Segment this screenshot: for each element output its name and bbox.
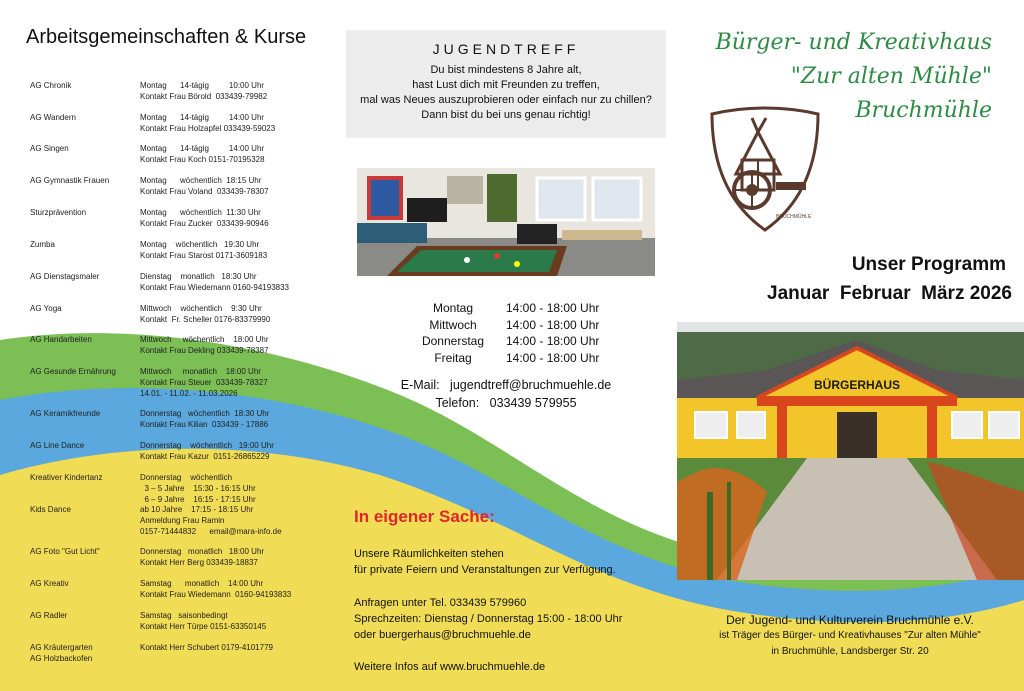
hours-time: 14:00 - 18:00 Uhr bbox=[506, 301, 600, 315]
program-heading bbox=[740, 250, 1012, 308]
course-name: Sturzprävention bbox=[30, 208, 87, 217]
own-matter-line: oder buergerhaus@bruchmuehle.de bbox=[354, 629, 531, 641]
hours-row bbox=[400, 300, 616, 317]
course-name: AG Wandern bbox=[30, 113, 76, 122]
mill-crest-icon bbox=[706, 104, 824, 234]
verein-address: in Bruchmühle, Landsberger Str. 20 bbox=[771, 646, 929, 657]
course-schedule: Dienstag monatlich 18:30 Uhr Kontakt Frau Wiedemann 0160-94193833 bbox=[140, 272, 289, 292]
course-name: AG Foto "Gut Licht" bbox=[30, 547, 100, 556]
jugendtreff-box bbox=[346, 30, 666, 138]
course-name: AG Keramikfreunde bbox=[30, 409, 101, 418]
jugendtreff-line: Dann bist du bei uns genau richtig! bbox=[421, 109, 591, 121]
opening-hours bbox=[400, 300, 616, 366]
verein-role: ist Träger des Bürger- und Kreativhauses "Zur alten Mühle" bbox=[719, 630, 981, 641]
own-matter-line: Unsere Räumlichkeiten stehen bbox=[354, 548, 504, 560]
course-schedule: Montag wöchentlich 19:30 Uhr Kontakt Frau Starost 0171-3609183 bbox=[140, 240, 268, 260]
hours-row bbox=[400, 333, 616, 350]
course-name: AG Radler bbox=[30, 611, 68, 620]
youth-room-photo bbox=[357, 168, 655, 276]
brand-line: Bruchmühle bbox=[855, 98, 992, 123]
hours-time: 14:00 - 18:00 Uhr bbox=[506, 350, 600, 365]
course-schedule: Donnerstag monatlich 18:00 Uhr Kontakt Herr Berg 033439-18837 bbox=[140, 547, 265, 567]
course-schedule: Donnerstag wöchentlich 18:30 Uhr Kontakt Frau Kilian 033439 - 17886 bbox=[140, 409, 270, 429]
program-title: Unser Programm bbox=[851, 254, 1006, 275]
course-name: AG Yoga bbox=[30, 304, 62, 313]
hours-row bbox=[400, 317, 616, 334]
course-name: AG Kräutergarten AG Holzbackofen bbox=[30, 643, 93, 663]
jugendtreff-line: mal was Neues auszuprobieren oder einfach nur zu chillen? bbox=[360, 94, 652, 106]
hours-day: Montag bbox=[432, 301, 474, 315]
course-name: AG Singen bbox=[30, 144, 69, 153]
hours-day: Donnerstag bbox=[421, 334, 485, 348]
own-matter-line: Weitere Infos auf www.bruchmuehle.de bbox=[354, 661, 546, 674]
course-schedule: Samstag monatlich 14:00 Uhr Kontakt Frau Wiedemann 0160-94193833 bbox=[140, 579, 292, 599]
own-matter-line: Sprechzeiten: Dienstag / Donnerstag 15:00 - 18:00 Uhr bbox=[354, 612, 623, 625]
course-schedule: Kontakt Herr Schubert 0179-4101779 bbox=[140, 643, 273, 652]
course-schedule: Montag 14-tägig 10:00 Uhr Kontakt Frau Börold 033439-79982 bbox=[140, 81, 268, 101]
course-schedule: Montag 14-tägig 14:00 Uhr Kontakt Frau Holzapfel 033439-59023 bbox=[140, 113, 276, 133]
course-name: AG Line Dance bbox=[30, 441, 85, 450]
course-name: AG Gesunde Ernährung bbox=[30, 367, 116, 376]
verein-name: Der Jugend- und Kulturverein Bruchmühle e.V. bbox=[726, 613, 974, 627]
course-schedule: ab 10 Jahre 17:15 - 18:15 Uhr Anmeldung Frau Ramin 0157-71444832 email@mara-info.de bbox=[140, 505, 282, 536]
course-schedule: Montag 14-tägig 14:00 Uhr Kontakt Frau Koch 0151-70195328 bbox=[140, 144, 265, 164]
jugendtreff-phone: Telefon: 033439 579955 bbox=[435, 396, 577, 410]
hours-row bbox=[400, 350, 616, 367]
hours-time: 14:00 - 18:00 Uhr bbox=[506, 317, 600, 332]
own-matter-text bbox=[354, 546, 622, 676]
jugendtreff-line: Du bist mindestens 8 Jahre alt, bbox=[430, 64, 582, 76]
hours-time: 14:00 - 18:00 Uhr bbox=[506, 334, 600, 348]
own-matter-heading: In eigener Sache: bbox=[354, 507, 495, 526]
jugendtreff-title: JUGENDTREFF bbox=[432, 41, 580, 57]
course-schedule: Donnerstag wöchentlich 3 – 5 Jahre 15:30 - 16:15 Uhr 6 – 9 Jahre 16:15 - 17:15 Uhr bbox=[140, 473, 256, 504]
hours-day: Mittwoch bbox=[429, 317, 477, 332]
house-sign: BÜRGERHAUS bbox=[813, 378, 901, 392]
course-name: Kreativer Kindertanz bbox=[30, 473, 103, 482]
jugendtreff-email[interactable]: E-Mail: jugendtreff@bruchmuehle.de bbox=[400, 378, 612, 392]
own-matter-line: für private Feiern und Veranstaltungen zur Verfügung. bbox=[354, 564, 616, 577]
program-period: Januar Februar März 2026 bbox=[767, 283, 1012, 304]
brand-line: Bürger- und Kreativhaus bbox=[715, 30, 992, 55]
course-name: AG Dienstagsmaler bbox=[30, 272, 100, 281]
jugendtreff-contact bbox=[346, 376, 666, 412]
course-schedule: Mittwoch wöchentlich 18:00 Uhr Kontakt Frau Dekling 033439-78387 bbox=[140, 335, 269, 355]
course-name: AG Kreativ bbox=[30, 579, 69, 588]
course-name: AG Gymnastik Frauen bbox=[30, 176, 110, 185]
course-name: AG Chronik bbox=[30, 81, 72, 90]
jugendtreff-line: hast Lust dich mit Freunden zu treffen, bbox=[412, 79, 600, 91]
course-schedule: Mittwoch wöchentlich 9:30 Uhr Kontakt Fr. Scheller 0176-83379990 bbox=[140, 304, 271, 324]
brand-line: "Zur alten Mühle" bbox=[790, 64, 992, 89]
verein-info bbox=[690, 612, 1010, 660]
course-schedule: Montag wöchentlich 11:30 Uhr Kontakt Frau Zucker 033439-90946 bbox=[140, 208, 269, 228]
course-schedule: Mittwoch monatlich 18:00 Uhr Kontakt Frau Steuer 033439-78327 14.01. - 11.02. - 11.03.2026 bbox=[140, 367, 268, 398]
courses-title: Arbeitsgemeinschaften & Kurse bbox=[26, 26, 307, 48]
hours-day: Freitag bbox=[434, 350, 472, 365]
course-schedule: Donnerstag wöchentlich 19:00 Uhr Kontakt Frau Kazur 0151-26865229 bbox=[140, 441, 274, 461]
course-name: Kids Dance bbox=[30, 505, 71, 514]
buergerhaus-photo bbox=[677, 322, 1024, 580]
crest-text: BRUCHMÜHLE bbox=[776, 214, 812, 220]
course-name: Zumba bbox=[30, 240, 55, 249]
course-name: AG Handarbeiten bbox=[30, 335, 92, 344]
course-schedule: Samstag saisonbedingt Kontakt Herr Türpe 0151-63350145 bbox=[140, 611, 267, 631]
course-list bbox=[0, 0, 340, 691]
own-matter-line: Anfragen unter Tel. 033439 579960 bbox=[354, 596, 527, 609]
course-schedule: Montag wöchentlich 18:15 Uhr Kontakt Frau Voland 033439-78307 bbox=[140, 176, 269, 196]
